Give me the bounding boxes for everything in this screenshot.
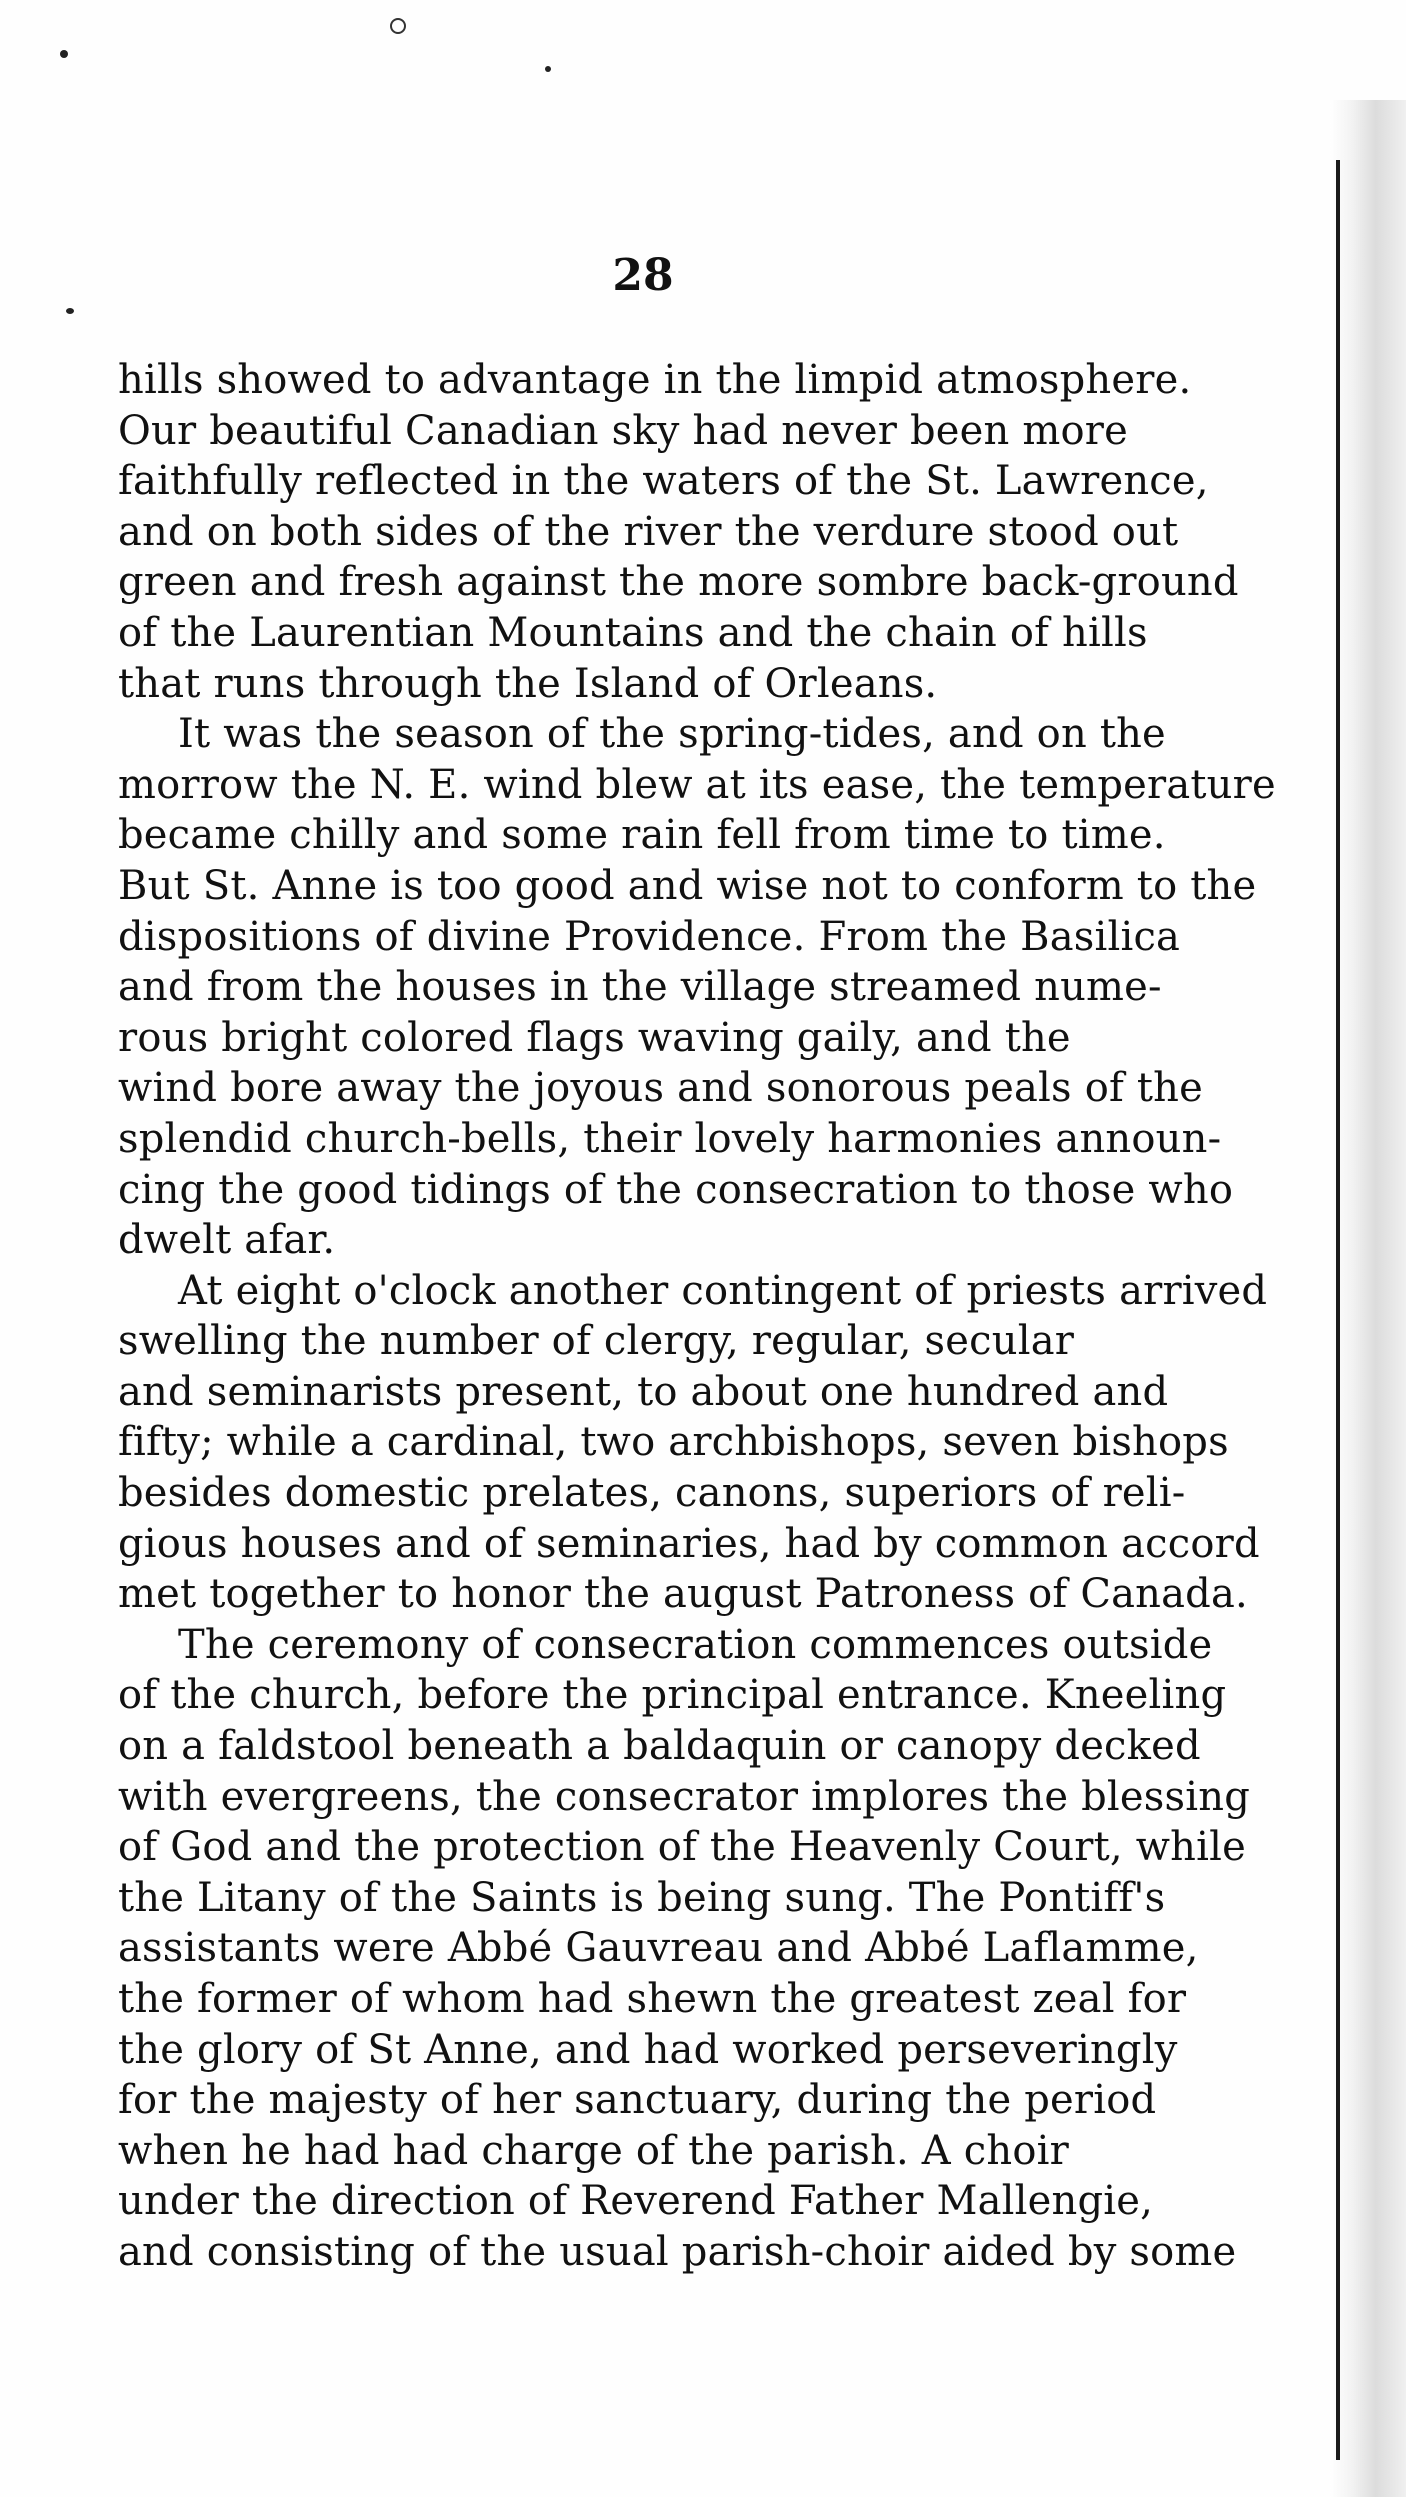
text-line: The ceremony of consecration commences outside: [178, 1621, 1213, 1668]
text-line: the Litany of the Saints is being sung. The Pontiff's: [118, 1874, 1166, 1921]
body-text: [118, 355, 1340, 2278]
text-line: rous bright colored flags waving gaily, and the: [118, 1014, 1071, 1061]
text-line: and on both sides of the river the verdure stood out: [118, 508, 1179, 555]
text-line: under the direction of Reverend Father Mallengie,: [118, 2178, 1154, 2225]
text-line: But St. Anne is too good and wise not to conform to the: [118, 862, 1257, 909]
text-line: the former of whom had shewn the greatest zeal for: [118, 1976, 1187, 2022]
text-line: and from the houses in the village streamed nume-: [118, 964, 1162, 1011]
text-line: Our beautiful Canadian sky had never been more: [118, 407, 1128, 454]
text-line: for the majesty of her sanctuary, during the period: [118, 2077, 1157, 2124]
text-line: met together to honor the august Patroness of Canada.: [118, 1571, 1248, 1618]
text-line: faithfully reflected in the waters of the St. Lawrence,: [118, 458, 1209, 505]
text-line: that runs through the Island of Orleans.: [118, 660, 938, 707]
text-line: assistants were Abbé Gauvreau and Abbé Laflamme,: [118, 1925, 1199, 1972]
text-line: when he had had charge of the parish. A choir: [118, 2127, 1069, 2174]
text-line: became chilly and some rain fell from time to time.: [118, 812, 1166, 859]
text-line: and consisting of the usual parish-choir aided by some: [118, 2228, 1237, 2275]
text-line: of God and the protection of the Heavenly Court, while: [118, 1824, 1246, 1871]
text-line: besides domestic prelates, canons, superiors of reli-: [118, 1470, 1186, 1517]
text-line: morrow the N. E. wind blew at its ease, the temperature: [118, 761, 1276, 808]
text-line: of the church, before the principal entrance. Kneeling: [118, 1672, 1227, 1719]
text-line: splendid church-bells, their lovely harmonies announ-: [118, 1115, 1222, 1162]
text-line: the glory of St Anne, and had worked perseveringly: [118, 2026, 1178, 2073]
text-line: with evergreens, the consecrator implores the blessing: [118, 1773, 1251, 1820]
text-line: swelling the number of clergy, regular, secular: [118, 1318, 1075, 1365]
page-number: 28: [612, 250, 674, 301]
text-line: fifty; while a cardinal, two archbishops, seven bishops: [118, 1419, 1229, 1466]
text-line: cing the good tidings of the consecration to those who: [118, 1166, 1234, 1213]
text-line: of the Laurentian Mountains and the chain of hills: [118, 609, 1148, 656]
binding-gutter: [1330, 100, 1406, 2497]
text-line: It was the season of the spring-tides, and on the: [178, 711, 1166, 758]
text-line: and seminarists present, to about one hundred and: [118, 1368, 1169, 1415]
text-line: wind bore away the joyous and sonorous peals of the: [118, 1065, 1204, 1112]
text-line: gious houses and of seminaries, had by common accord: [118, 1520, 1260, 1567]
text-line: At eight o'clock another contingent of priests arrived: [178, 1267, 1268, 1314]
scan-speck: [60, 50, 68, 58]
text-line: dispositions of divine Providence. From the Basilica: [118, 913, 1181, 960]
text-line: green and fresh against the more sombre back-ground: [118, 559, 1239, 606]
text-line: dwelt afar.: [118, 1217, 336, 1264]
scan-speck: [545, 66, 551, 72]
scan-speck: [390, 18, 406, 34]
scan-speck: [66, 308, 74, 314]
text-line: hills showed to advantage in the limpid atmosphere.: [118, 357, 1192, 403]
text-line: on a faldstool beneath a baldaquin or canopy decked: [118, 1723, 1201, 1770]
